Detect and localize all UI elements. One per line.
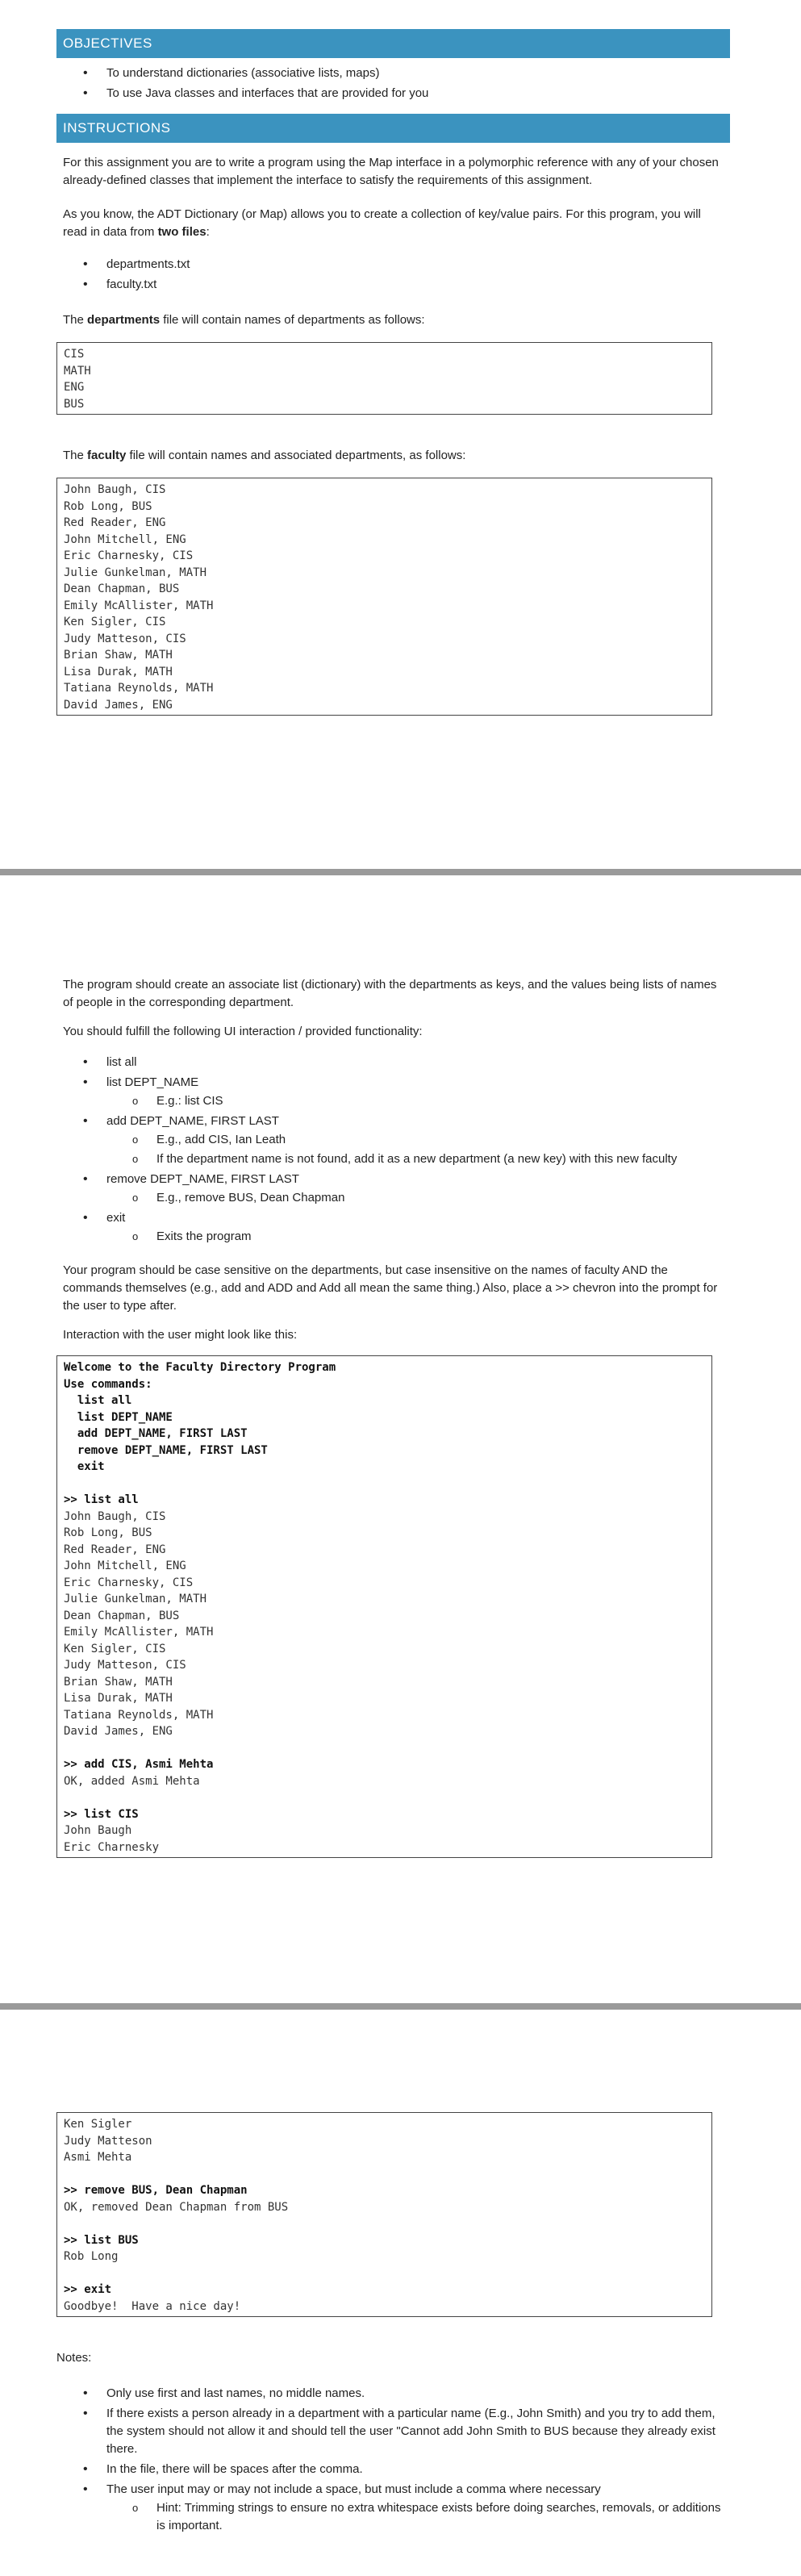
session-line: Use commands: bbox=[64, 1377, 152, 1391]
code-line: Rob Long, BUS bbox=[64, 499, 152, 513]
code-line: John Baugh, CIS bbox=[64, 483, 166, 496]
command-label: remove DEPT_NAME, FIRST LAST bbox=[106, 1172, 299, 1186]
command-label: list all bbox=[106, 1055, 137, 1069]
session-line: >> exit bbox=[64, 2283, 112, 2296]
session-line: John Baugh, CIS bbox=[64, 1509, 166, 1523]
session-line: Dean Chapman, BUS bbox=[64, 1609, 180, 1622]
command-subitem: o If the department name is not found, add it as a new department (a new key) with this new faculty bbox=[156, 1150, 730, 1168]
session-line: OK, removed Dean Chapman from BUS bbox=[64, 2200, 289, 2214]
session-line: Lisa Durak, MATH bbox=[64, 1692, 173, 1705]
note-item bbox=[106, 2481, 730, 2535]
session-line: remove DEPT_NAME, FIRST LAST bbox=[64, 1443, 268, 1457]
page2-paragraph-1: The program should create an associate list (dictionary) with the departments as keys, and the values being lists of names of people in the corresponding department. bbox=[63, 978, 717, 1009]
file-item: • faculty.txt bbox=[106, 276, 730, 294]
code-line: Brian Shaw, MATH bbox=[64, 649, 173, 662]
code-line: Lisa Durak, MATH bbox=[64, 665, 173, 678]
session-line: Ken Sigler, CIS bbox=[64, 1642, 166, 1655]
sample-session-box-continued bbox=[56, 2112, 712, 2317]
session-line: Rob Long, BUS bbox=[64, 1526, 152, 1539]
session-line: >> list CIS bbox=[64, 1807, 139, 1821]
objectives-list bbox=[56, 65, 730, 102]
code-line: MATH bbox=[64, 364, 91, 378]
note-item: • Only use first and last names, no middle names. bbox=[106, 2385, 730, 2403]
command-sublist bbox=[106, 1131, 730, 1168]
code-line: BUS bbox=[64, 397, 85, 411]
session-line: OK, added Asmi Mehta bbox=[64, 1774, 200, 1788]
code-line: Ken Sigler, CIS bbox=[64, 616, 166, 628]
session-line: Judy Matteson bbox=[64, 2134, 152, 2148]
session-line: Julie Gunkelman, MATH bbox=[64, 1593, 207, 1605]
session-line: Welcome to the Faculty Directory Program bbox=[64, 1361, 336, 1374]
command-subitem: o E.g., remove BUS, Dean Chapman bbox=[156, 1189, 730, 1207]
command-label: list DEPT_NAME bbox=[106, 1075, 199, 1089]
page-1-content bbox=[56, 29, 730, 727]
page-separator bbox=[0, 2003, 801, 2010]
session-line bbox=[64, 2215, 705, 2232]
command-subitem: o E.g.: list CIS bbox=[156, 1092, 730, 1110]
session-line: Rob Long bbox=[64, 2250, 119, 2263]
text: As you know, the ADT Dictionary (or Map) allows you to create a collection of key/value pairs. For this program, you will read in data from bbox=[63, 207, 701, 239]
note-sublist bbox=[106, 2499, 730, 2535]
code-line: CIS bbox=[64, 348, 85, 361]
code-line: Emily McAllister, MATH bbox=[64, 599, 214, 612]
bold-text: departments bbox=[87, 313, 161, 327]
page2-paragraph-2: You should fulfill the following UI interaction / provided functionality: bbox=[63, 1025, 423, 1038]
note-subitem: o Hint: Trimming strings to ensure no extra whitespace exists before doing searches, removals, or additions is important. bbox=[156, 2499, 730, 2535]
command-label: exit bbox=[106, 1211, 126, 1225]
page2-paragraph-4: Interaction with the user might look like this: bbox=[63, 1328, 298, 1342]
command-item bbox=[106, 1171, 730, 1207]
session-line: list DEPT_NAME bbox=[64, 1410, 173, 1424]
notes-list bbox=[56, 2385, 730, 2535]
code-line: David James, ENG bbox=[64, 698, 173, 712]
code-line: Red Reader, ENG bbox=[64, 516, 166, 529]
session-line: Goodbye! Have a nice day! bbox=[64, 2299, 241, 2313]
text: file will contain names and associated departments, as follows: bbox=[126, 449, 466, 462]
session-line bbox=[64, 1476, 705, 1493]
command-label: add DEPT_NAME, FIRST LAST bbox=[106, 1114, 279, 1128]
objective-item: • To use Java classes and interfaces that are provided for you bbox=[106, 85, 730, 102]
instructions-paragraph-2 bbox=[56, 206, 730, 241]
page-3-content bbox=[56, 2112, 730, 2546]
session-line: >> remove BUS, Dean Chapman bbox=[64, 2184, 248, 2197]
session-line: >> add CIS, Asmi Mehta bbox=[64, 1758, 214, 1771]
text: file will contain names of departments as follows: bbox=[160, 313, 425, 327]
commands-list bbox=[56, 1054, 730, 1246]
text: The bbox=[63, 313, 88, 327]
note-item: • If there exists a person already in a department with a particular name (E.g., John Smith) and you try to add them, the system should not allow it and should tell the user "Cannot add John Smith to BUS because they already exist there. bbox=[106, 2405, 730, 2458]
note-item: • In the file, there will be spaces after the comma. bbox=[106, 2461, 730, 2478]
command-sublist bbox=[106, 1092, 730, 1110]
session-line: Tatiana Reynolds, MATH bbox=[64, 1708, 214, 1722]
session-line: Red Reader, ENG bbox=[64, 1543, 166, 1556]
session-line: John Baugh bbox=[64, 1824, 132, 1837]
command-subitem: o E.g., add CIS, Ian Leath bbox=[156, 1131, 730, 1149]
command-subitem: o Exits the program bbox=[156, 1228, 730, 1246]
command-item bbox=[106, 1113, 730, 1168]
sample-session-box bbox=[56, 1355, 712, 1858]
text: The bbox=[63, 449, 88, 462]
faculty-file-box bbox=[56, 478, 712, 716]
instructions-paragraph-1: For this assignment you are to write a program using the Map interface in a polymorphic reference with any of your chosen already-defined classes that implement the interface to satisfy the requirements of this assignment. bbox=[63, 156, 719, 187]
page-separator bbox=[0, 869, 801, 875]
departments-file-box bbox=[56, 342, 712, 415]
files-list bbox=[56, 256, 730, 294]
file-item: • departments.txt bbox=[106, 256, 730, 273]
command-item bbox=[106, 1074, 730, 1110]
session-line: Eric Charnesky, CIS bbox=[64, 1576, 194, 1589]
session-line: Judy Matteson, CIS bbox=[64, 1659, 186, 1672]
session-line: add DEPT_NAME, FIRST LAST bbox=[64, 1427, 248, 1440]
code-line: Julie Gunkelman, MATH bbox=[64, 566, 207, 579]
page2-paragraph-3: Your program should be case sensitive on the departments, but case insensitive on the names of faculty AND the commands themselves (e.g., add and ADD and Add all mean the same thing.) Also, place a >> chevron into the prompt for the user to type after. bbox=[63, 1263, 718, 1313]
command-sublist bbox=[106, 1228, 730, 1246]
instructions-header: INSTRUCTIONS bbox=[56, 114, 730, 143]
note-text: The user input may or may not include a space, but must include a comma where necessary bbox=[106, 2482, 601, 2496]
session-line: David James, ENG bbox=[64, 1725, 173, 1738]
code-line: John Mitchell, ENG bbox=[64, 532, 186, 546]
text: : bbox=[206, 225, 210, 239]
code-line: Dean Chapman, BUS bbox=[64, 582, 180, 595]
session-line bbox=[64, 1740, 705, 1757]
session-line: exit bbox=[64, 1460, 105, 1473]
page-2-content bbox=[56, 976, 730, 1869]
session-line: >> list all bbox=[64, 1493, 139, 1506]
session-line: Emily McAllister, MATH bbox=[64, 1626, 214, 1639]
session-line: Ken Sigler bbox=[64, 2118, 132, 2131]
session-line bbox=[64, 1789, 705, 1806]
bold-text: faculty bbox=[87, 449, 127, 462]
faculty-intro bbox=[56, 447, 730, 465]
command-item bbox=[106, 1054, 730, 1071]
command-sublist bbox=[106, 1189, 730, 1207]
notes-label: Notes: bbox=[56, 2351, 92, 2365]
session-line bbox=[64, 2265, 705, 2282]
bold-text: two files bbox=[157, 225, 207, 239]
objective-item: • To understand dictionaries (associative lists, maps) bbox=[106, 65, 730, 82]
departments-intro bbox=[56, 311, 730, 329]
code-line: Eric Charnesky, CIS bbox=[64, 549, 194, 562]
session-line: Brian Shaw, MATH bbox=[64, 1675, 173, 1689]
session-line: >> list BUS bbox=[64, 2233, 139, 2247]
session-line bbox=[64, 2166, 705, 2183]
session-line: list all bbox=[64, 1394, 132, 1407]
code-line: ENG bbox=[64, 381, 85, 394]
objectives-header: OBJECTIVES bbox=[56, 29, 730, 58]
session-line: Asmi Mehta bbox=[64, 2151, 132, 2164]
code-line: Tatiana Reynolds, MATH bbox=[64, 682, 214, 695]
session-line: John Mitchell, ENG bbox=[64, 1559, 186, 1572]
session-line: Eric Charnesky bbox=[64, 1840, 160, 1854]
code-line: Judy Matteson, CIS bbox=[64, 632, 186, 645]
command-item bbox=[106, 1209, 730, 1246]
